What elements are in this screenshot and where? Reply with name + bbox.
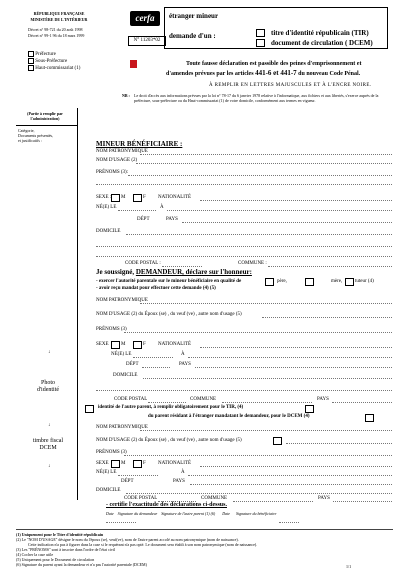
minor-prenoms-field[interactable] — [128, 175, 392, 176]
signature-labels — [106, 511, 276, 516]
minor-code-postal-label: CODE POSTAL : — [125, 261, 161, 266]
articles-text: 441-6 et 441-7 — [255, 69, 297, 77]
sig-date-2-label: Date — [222, 511, 231, 516]
minor-nom-patronymique-label: NOM PATRONYMIQUE — [96, 149, 148, 154]
sig-beneficiaire-label: Signature du bénéficiaire — [236, 511, 277, 516]
declarant-code-postal-label: CODE POSTAL — [114, 397, 148, 402]
declarant-ne-le-label: NÉ(E) LE — [111, 352, 132, 357]
declarant-a-label: À — [181, 352, 185, 357]
minor-prenoms-label: PRÉNOMS (3): — [96, 170, 129, 175]
option-prefecture[interactable] — [28, 51, 80, 58]
declarant-domicile-field-2[interactable] — [96, 390, 392, 391]
declarant-commune-label: COMMUNE — [190, 397, 217, 402]
declarant-domicile-label: DOMICILE — [113, 373, 138, 378]
minor-nationalite-label: NATIONALITÉ — [158, 195, 192, 200]
minor-pays-field[interactable] — [182, 222, 392, 223]
tuteur-checkbox[interactable] — [345, 278, 354, 286]
option-haut-commissariat[interactable] — [28, 65, 80, 72]
other-nom-usage-label: NOM D'USAGE (2) du Époux (se) , du veuf (ve) , autre nom d'usage (5) — [96, 438, 242, 443]
declarant-nationalite-field[interactable] — [200, 347, 392, 348]
other-parent-tir-checkbox[interactable] — [85, 405, 94, 413]
declarant-domicile-field[interactable] — [143, 378, 392, 379]
decree-line-1: Décret n° 98-721 du 20 août 1998 — [28, 27, 83, 32]
footnote-2: (2) Le "NOM D'USAGE" désigne le nom du l'époux (se), veuf(ve), nom de l'autre parent accolé au nom patronymique (nom de naissance). — [16, 537, 239, 542]
other-birthdate-field[interactable] — [118, 475, 158, 476]
pere-checkbox[interactable] — [265, 278, 274, 286]
other-a-label: À — [181, 470, 185, 475]
demand-label: demande d'un : — [169, 32, 216, 40]
title-minor: étranger mineur — [169, 12, 219, 20]
minor-domicile-field-3[interactable] — [96, 256, 392, 257]
dcem-checkbox[interactable] — [256, 39, 265, 47]
other-sexe-label: SEXE — [96, 461, 109, 466]
other-pays2-field[interactable] — [333, 501, 392, 502]
declarant-prenoms-label: PRÉNOMS (3) — [96, 327, 127, 332]
sig-demandeur-label: Signature du demandeur — [117, 511, 158, 516]
other-pays-label: PAYS — [173, 479, 185, 484]
tuteur-label: tuteur (4) — [355, 279, 374, 284]
column-divider — [77, 108, 78, 500]
mere-label: mère, — [331, 279, 343, 284]
photo-label: Photo d'identité — [36, 380, 60, 393]
declarant-prenoms-field[interactable] — [124, 332, 392, 333]
minor-pays-label: PAYS — [166, 217, 178, 222]
other-sexe-f-checkbox[interactable] — [133, 460, 142, 468]
option-label: Sous-Préfecture — [35, 59, 68, 65]
option-tir: titre d'identité républicain (TIR) — [271, 29, 369, 37]
other-parent-line-a: identité de l'autre parent, à remplir obligatoirement pour le TIR, (4) — [98, 405, 244, 410]
declarant-nom-usage-field[interactable] — [262, 317, 392, 318]
other-nom-usage-field[interactable] — [286, 443, 392, 444]
minor-ne-le-label: NÉ(E) LE — [96, 205, 117, 210]
sous-prefecture-checkbox[interactable] — [28, 58, 34, 64]
other-parent-tir-checkbox-2[interactable] — [305, 405, 314, 413]
other-nationalite-field[interactable] — [200, 466, 392, 467]
title-box — [164, 7, 388, 49]
other-ne-le-label: NÉ(E) LE — [96, 470, 117, 475]
minor-nationalite-field[interactable] — [200, 200, 392, 201]
other-nom-patronymique-label: NOM PATRONYMIQUE — [96, 425, 148, 430]
option-label: Haut-commissariat (1) — [35, 66, 81, 72]
footnote-2b: Cette indication n'a pas à figurer dans la case si le requérant n'a pas opté. Le document sera établi à son nom patronymique (nom de naissance). — [28, 542, 258, 547]
minor-domicile-field[interactable] — [126, 234, 392, 235]
minor-sexe-m-label: M — [121, 195, 126, 200]
other-birthplace-field[interactable] — [188, 475, 392, 476]
minor-domicile-label: DOMICILE — [96, 229, 121, 234]
footnote-1: (1) Uniquement pour le Titre d'identité républicain — [16, 532, 104, 537]
stamp-label: timbre fiscal DCEM — [32, 438, 64, 451]
warning-line-2 — [166, 70, 396, 78]
minor-birthplace-field[interactable] — [167, 210, 392, 211]
minor-domicile-field-2[interactable] — [96, 246, 392, 247]
option-label: Préfecture — [35, 52, 56, 58]
minor-sexe-m-checkbox[interactable] — [111, 194, 120, 202]
option-sous-prefecture[interactable] — [28, 58, 80, 65]
declarant-dept-field[interactable] — [142, 367, 170, 368]
declarant-nom-patronymique-field[interactable] — [140, 303, 392, 304]
minor-nom-usage-label: NOM D'USAGE (2) — [96, 158, 138, 163]
footnote-4: (4) Cocher la case utile — [16, 552, 54, 557]
other-code-postal-label: CODE POSTAL — [124, 496, 158, 501]
minor-commune-field[interactable] — [268, 266, 392, 267]
cerfa-logo — [130, 11, 160, 26]
warning-text: d'amendes prévues par les articles — [166, 71, 254, 77]
other-pays2-label: PAYS — [318, 496, 330, 501]
declarant-heading-b: DEMANDEUR, déclare sur l'honneur: — [135, 268, 252, 276]
nb-text: Le droit d'accès aux informations prévues par la loi n° 78-17 du 6 janvier 1978 relative à l'informatique, aux fichiers et aux libertés, s'exerce auprès de la préfecture, sous-préfecture ou du Haut-commissariat (1) de votre domicile, conformément aux termes en vigueur. — [134, 93, 379, 103]
declarant-code-postal-field[interactable] — [148, 402, 186, 403]
prefecture-options — [28, 51, 80, 72]
minor-sexe-f-label: F — [143, 195, 146, 200]
minor-sexe-label: SEXE : — [96, 195, 112, 200]
footnotes — [16, 532, 393, 567]
mere-checkbox[interactable] — [305, 278, 314, 286]
other-parent-line-b: du parent résidant à l'étranger mandatant le demandeur, pour le DCEM (4) — [148, 414, 310, 419]
sig-date-field[interactable] — [106, 522, 136, 523]
mandate-text: - avoir reçu mandat pour effectuer cette demande (4) (5) — [96, 286, 216, 291]
minor-code-postal-field[interactable] — [162, 266, 202, 267]
footnote-divider — [16, 529, 393, 530]
declarant-sexe-f-checkbox[interactable] — [133, 341, 142, 349]
other-prenoms-label: PRÉNOMS (3) — [96, 450, 127, 455]
warning-text: du nouveau Code Pénal. — [298, 71, 361, 77]
sig-autre-parent-label: Signature de l'autre parent (1) (6) — [161, 511, 216, 516]
declarant-nationalite-label: NATIONALITÉ — [158, 342, 192, 347]
footnote-5: (5) Uniquement pour le Document de circulation — [16, 557, 95, 562]
declarant-birthdate-field[interactable] — [133, 357, 173, 358]
declarant-commune-field[interactable] — [222, 402, 312, 403]
mark-1: ↓ — [48, 350, 51, 355]
other-pays-field[interactable] — [190, 484, 392, 485]
declarant-nom-patronymique-label: NOM PATRONYMIQUE — [96, 298, 148, 303]
other-domicile-field[interactable] — [126, 493, 392, 494]
minor-a-label: À — [160, 205, 164, 210]
category-label: Catégorie, Documents présentés, et justificatifs : — [18, 128, 54, 143]
minor-dept-label: DÉPT — [137, 217, 150, 222]
fill-instruction: À REMPLIR EN LETTRES MAJUSCULES ET À L'ENCRE NOIRE. — [209, 83, 372, 88]
form-number: N° 11203*02 — [128, 36, 166, 46]
other-commune-label: COMMUNE — [201, 496, 228, 501]
declarant-pays-field[interactable] — [195, 367, 392, 368]
minor-prenoms-field-2[interactable] — [96, 184, 392, 185]
pere-label: père, — [277, 279, 287, 284]
admin-divider — [16, 125, 77, 126]
minor-heading: MINEUR BÉNÉFICIAIRE : — [96, 140, 183, 148]
admin-title: (Partie à remplir par l'administration) — [27, 111, 63, 121]
decree-line-2: Décret n° 99-1 96 du 18 mars 1999 — [28, 33, 85, 38]
minor-birthdate-field[interactable] — [118, 210, 156, 211]
prefecture-checkbox[interactable] — [28, 51, 34, 57]
declarant-birthplace-field[interactable] — [188, 357, 392, 358]
mark-3: ↓ — [48, 464, 51, 469]
other-nom-usage-checkbox[interactable] — [273, 437, 282, 445]
footnote-6: (6) Signature du parent ayant la demandeur et n'a pas l'autorité parentale (DCEM) — [16, 562, 147, 567]
other-prenoms-field[interactable] — [124, 455, 392, 456]
declarant-heading — [96, 268, 252, 276]
minor-sexe-f-checkbox[interactable] — [133, 194, 142, 202]
other-sexe-f-label: F — [143, 461, 146, 466]
republic-label: RÉPUBLIQUE FRANÇAISE — [33, 11, 85, 16]
declarant-sexe-f-label: F — [143, 342, 146, 347]
ministry-label: MINISTÈRE DE L'INTÉRIEUR — [30, 17, 88, 22]
minor-commune-label: COMMUNE : — [238, 261, 267, 266]
haut-commissariat-checkbox[interactable] — [28, 65, 34, 71]
other-commune-field[interactable] — [233, 501, 313, 502]
page-number: 1/1 — [346, 564, 352, 569]
other-nationalite-label: NATIONALITÉ — [158, 461, 192, 466]
sig-date-2-field[interactable] — [279, 522, 299, 523]
tir-checkbox[interactable] — [256, 29, 265, 37]
declarant-pays2-label: PAYS — [317, 397, 329, 402]
cerfa-logo-text: cerfa — [135, 13, 155, 23]
declarant-pays2-field[interactable] — [332, 402, 392, 403]
declarant-sexe-label: SEXE — [96, 342, 109, 347]
other-sexe-m-label: M — [121, 461, 126, 466]
exercise-text: - exercer l'autorité parentale sur le mineur bénéficiaire en qualité de — [96, 279, 242, 284]
sig-date-label: Date — [106, 511, 114, 516]
mark-2: ↓ — [48, 423, 51, 428]
declarant-nom-usage-label: NOM D'USAGE (2) du Époux (se) , du veuf (ve) , autre nom d'usage (5) — [96, 312, 242, 317]
declarant-heading-a: Je soussigné, — [96, 268, 135, 276]
footnote-3: (3) Les "PRÉNOMS" sont à inscrire dans l'ordre de l'état civil — [16, 547, 116, 552]
certify-heading: - certifie l'exactitude des déclarations ci-dessus. — [106, 502, 227, 508]
other-dept-label: DÉPT — [121, 479, 134, 484]
other-parent-dcem-checkbox[interactable] — [365, 414, 374, 422]
other-domicile-label: DOMICILE — [96, 488, 121, 493]
declarant-dept-label: DÉPT — [126, 362, 139, 367]
declarant-sexe-m-checkbox[interactable] — [111, 341, 120, 349]
red-marker-icon — [130, 60, 137, 68]
nb-label: NB : — [122, 93, 130, 98]
other-nom-patronymique-field[interactable] — [140, 430, 392, 431]
declarant-sexe-m-label: M — [121, 342, 126, 347]
option-dcem: document de circulation ( DCEM) — [271, 39, 373, 47]
minor-nom-usage-field[interactable] — [136, 163, 392, 164]
declarant-pays-label: PAYS — [179, 362, 191, 367]
warning-line-1: Toute fausse déclaration est passible des peines d'emprisonnement et — [186, 61, 362, 67]
other-sexe-m-checkbox[interactable] — [111, 460, 120, 468]
minor-nom-patronymique-field[interactable] — [140, 154, 392, 155]
